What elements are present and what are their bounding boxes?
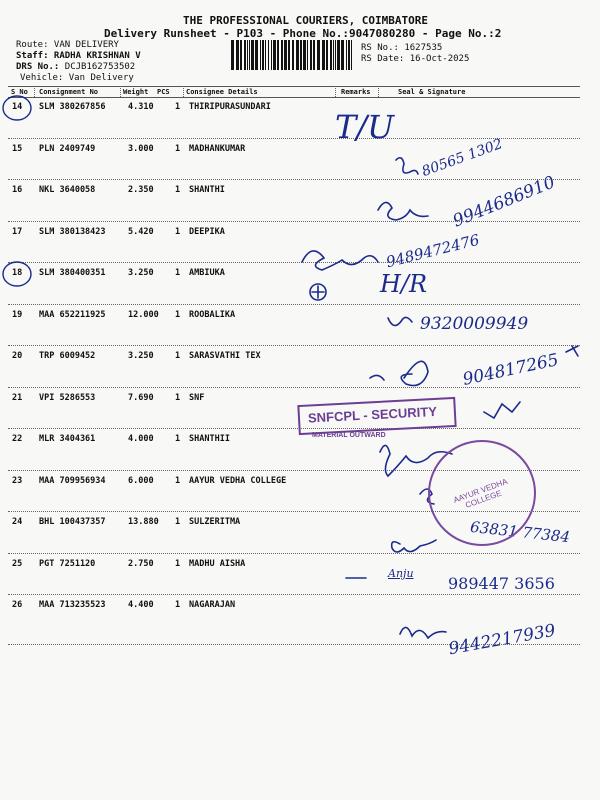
col-sno: S No <box>11 88 28 96</box>
runsheet-subtitle: Delivery Runsheet - P103 - Phone No.:9047080280 - Page No.:2 <box>104 27 502 40</box>
consignee-name: AAYUR VEDHA COLLEGE <box>189 475 287 486</box>
col-consignment: Consignment No <box>39 88 99 96</box>
security-stamp-subtext: MATERIAL OUTWARD <box>312 432 386 439</box>
pieces-count: 1 <box>175 392 181 403</box>
consignee-name: THIRIPURASUNDARI <box>189 102 271 112</box>
weight-value: 2.750 <box>128 558 154 569</box>
consignment-number: SLM 380138423 <box>39 226 106 237</box>
col-seal-signature: Seal & Signature <box>398 88 466 96</box>
consignee-name: AMBIUKA <box>189 268 225 278</box>
handwritten-phone: 80565 1302 <box>419 136 505 180</box>
serial-number: 15 <box>12 143 23 154</box>
route-label: Route: VAN DELIVERY <box>16 40 119 50</box>
pieces-count: 1 <box>175 226 181 237</box>
consignment-number: TRP 6009452 <box>39 351 96 361</box>
serial-number: 20 <box>12 351 23 361</box>
consignee-name: SARASVATHI TEX <box>189 351 261 361</box>
consignment-number: VPI 5286553 <box>39 392 96 403</box>
col-consignee: Consignee Details <box>186 88 258 96</box>
consignee-name: DEEPIKA <box>189 226 225 237</box>
serial-number: 17 <box>12 226 23 237</box>
pieces-count: 1 <box>175 351 181 361</box>
consignee-name: MADHU AISHA <box>189 558 246 569</box>
rs-number: RS No.: 1627535 <box>361 43 443 53</box>
consignment-number: SLM 380267856 <box>39 102 106 112</box>
weight-value: 3.000 <box>128 143 154 154</box>
pieces-count: 1 <box>175 185 181 195</box>
table-bottom-rule <box>8 644 580 645</box>
col-weight: Weight <box>123 88 149 96</box>
weight-value: 5.420 <box>128 226 154 237</box>
weight-value: 12.000 <box>128 309 159 320</box>
consignee-name: SHANTHI <box>189 185 225 195</box>
consignee-name: MADHANKUMAR <box>189 143 246 154</box>
pieces-count: 1 <box>175 268 181 278</box>
handwritten-phone: 904817265 <box>460 350 561 390</box>
consignment-number: PGT 7251120 <box>39 558 96 569</box>
consignment-number: MAA 652211925 <box>39 309 106 320</box>
company-title: THE PROFESSIONAL COURIERS, COIMBATORE <box>183 14 429 27</box>
staff-label: Staff: RADHA KRISHNAN V <box>16 51 141 61</box>
security-stamp-text: SNFCPL - SECURITY <box>307 403 438 426</box>
serial-number: 24 <box>12 517 23 527</box>
col-pcs: PCS <box>157 88 170 96</box>
serial-number: 23 <box>12 475 23 486</box>
consignment-number: BHL 100437357 <box>39 517 106 527</box>
consignee-name: SHANTHII <box>189 434 230 444</box>
consignment-number: NKL 3640058 <box>39 185 96 195</box>
serial-number: 21 <box>12 392 23 403</box>
drs-label: DRS No.: <box>16 62 60 72</box>
consignment-number: SLM 380400351 <box>39 268 106 278</box>
consignee-name: ROOBALIKA <box>189 309 236 320</box>
handwritten-note: H/R <box>380 270 428 298</box>
weight-value: 7.690 <box>128 392 154 403</box>
col-remarks: Remarks <box>341 88 371 96</box>
pieces-count: 1 <box>175 434 181 444</box>
consignee-name: SULZERITMA <box>189 517 241 527</box>
consignment-number: MAA 709956934 <box>39 475 106 486</box>
weight-value: 3.250 <box>128 268 154 278</box>
consignee-name: SNF <box>189 392 205 403</box>
handwritten-note: T/U <box>335 108 395 146</box>
consignment-number: MLR 3404361 <box>39 434 96 444</box>
college-seal-text: AAYUR VEDHA COLLEGE <box>452 476 509 510</box>
weight-value: 2.350 <box>128 185 154 195</box>
pieces-count: 1 <box>175 600 181 610</box>
handwritten-phone: 63831 77384 <box>469 517 571 547</box>
pieces-count: 1 <box>175 517 181 527</box>
weight-value: 13.880 <box>128 517 159 527</box>
serial-number: 14 <box>12 102 23 112</box>
weight-value: 4.310 <box>128 102 154 112</box>
pieces-count: 1 <box>175 309 181 320</box>
consignment-number: PLN 2409749 <box>39 143 96 154</box>
handwritten-phone: 9442217939 <box>447 620 558 660</box>
vehicle-label: Vehicle: Van Delivery <box>20 73 134 83</box>
consignee-name: NAGARAJAN <box>189 600 236 610</box>
serial-number: 25 <box>12 558 23 569</box>
handwritten-phone: 9320009949 <box>420 314 529 334</box>
pieces-count: 1 <box>175 143 181 154</box>
serial-number: 26 <box>12 600 23 610</box>
rs-date: RS Date: 16-Oct-2025 <box>361 54 470 64</box>
pieces-count: 1 <box>175 475 181 486</box>
weight-value: 4.000 <box>128 434 154 444</box>
pieces-count: 1 <box>175 558 181 569</box>
handwritten-remark: Anju <box>388 567 414 580</box>
consignment-number: MAA 713235523 <box>39 600 106 610</box>
drs-value: DCJB162753502 <box>64 62 136 72</box>
weight-value: 4.400 <box>128 600 154 610</box>
serial-number: 16 <box>12 185 23 195</box>
handwritten-phone: 9489472476 <box>384 230 482 272</box>
serial-number: 18 <box>12 268 23 278</box>
handwritten-phone: 989447 3656 <box>448 574 555 593</box>
pieces-count: 1 <box>175 102 181 112</box>
circle-marker <box>3 262 31 286</box>
serial-number: 19 <box>12 309 23 320</box>
handwritten-phone: 9944686910 <box>450 172 558 232</box>
weight-value: 6.000 <box>128 475 154 486</box>
circle-marker <box>3 96 31 120</box>
weight-value: 3.250 <box>128 351 154 361</box>
serial-number: 22 <box>12 434 23 444</box>
